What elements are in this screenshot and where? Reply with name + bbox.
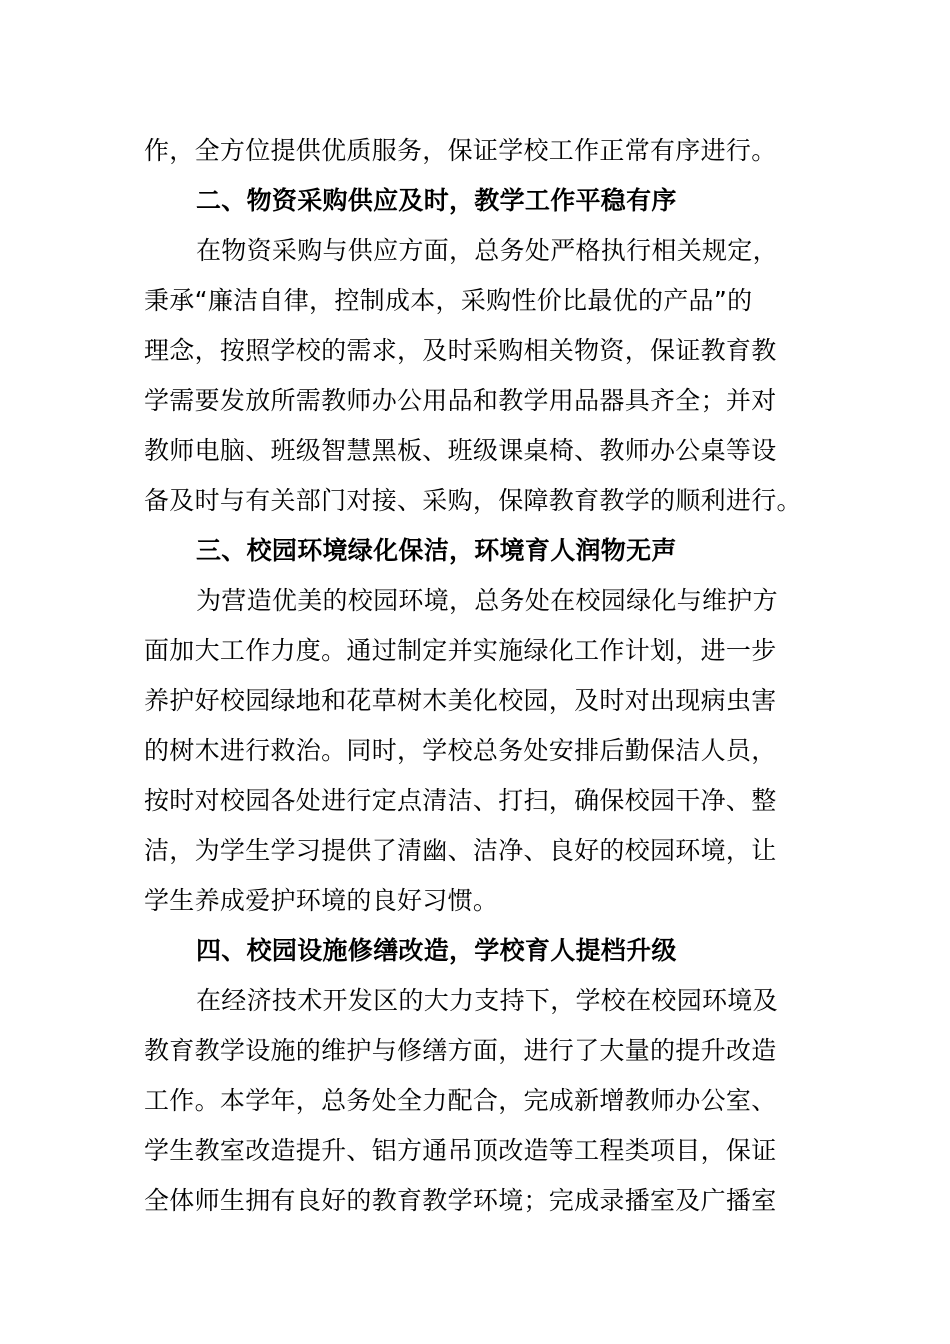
body-text-line: 作，全方位提供优质服务，保证学校工作正常有序进行。	[144, 136, 777, 165]
paragraph-first-line: 在物资采购与供应方面，总务处严格执行相关规定，	[196, 236, 778, 265]
body-text-line: 教育教学设施的维护与修缮方面，进行了大量的提升改造	[144, 1036, 777, 1065]
body-text-line: 学生养成爱护环境的良好习惯。	[144, 886, 499, 915]
section-heading-4: 四、校园设施修缮改造，学校育人提档升级	[196, 936, 677, 965]
body-text-line: 工作。本学年，总务处全力配合，完成新增教师办公室、	[144, 1086, 777, 1115]
body-text-line: 秉承“廉洁自律，控制成本，采购性价比最优的产品”的	[144, 286, 753, 315]
body-text-line: 养护好校园绿地和花草树木美化校园，及时对出现病虫害	[144, 686, 777, 715]
section-heading-3: 三、校园环境绿化保洁，环境育人润物无声	[196, 536, 677, 565]
section-heading-2: 二、物资采购供应及时，教学工作平稳有序	[196, 186, 677, 215]
body-text-line: 全体师生拥有良好的教育教学环境；完成录播室及广播室	[144, 1186, 777, 1215]
body-text-line: 洁，为学生学习提供了清幽、洁净、良好的校园环境，让	[144, 836, 777, 865]
body-text-line: 面加大工作力度。通过制定并实施绿化工作计划，进一步	[144, 636, 777, 665]
body-text-line: 教师电脑、班级智慧黑板、班级课桌椅、教师办公桌等设	[144, 436, 777, 465]
body-text-line: 备及时与有关部门对接、采购，保障教育教学的顺利进行。	[144, 486, 802, 515]
paragraph-first-line: 在经济技术开发区的大力支持下，学校在校园环境及	[196, 986, 778, 1015]
body-text-line: 理念，按照学校的需求，及时采购相关物资，保证教育教	[144, 336, 777, 365]
paragraph-first-line: 为营造优美的校园环境，总务处在校园绿化与维护方	[196, 586, 778, 615]
body-text-line: 按时对校园各处进行定点清洁、打扫，确保校园干净、整	[144, 786, 777, 815]
body-text-line: 学需要发放所需教师办公用品和教学用品器具齐全；并对	[144, 386, 777, 415]
body-text-line: 学生教室改造提升、铝方通吊顶改造等工程类项目，保证	[144, 1136, 777, 1165]
body-text-line: 的树木进行救治。同时，学校总务处安排后勤保洁人员，	[144, 736, 777, 765]
